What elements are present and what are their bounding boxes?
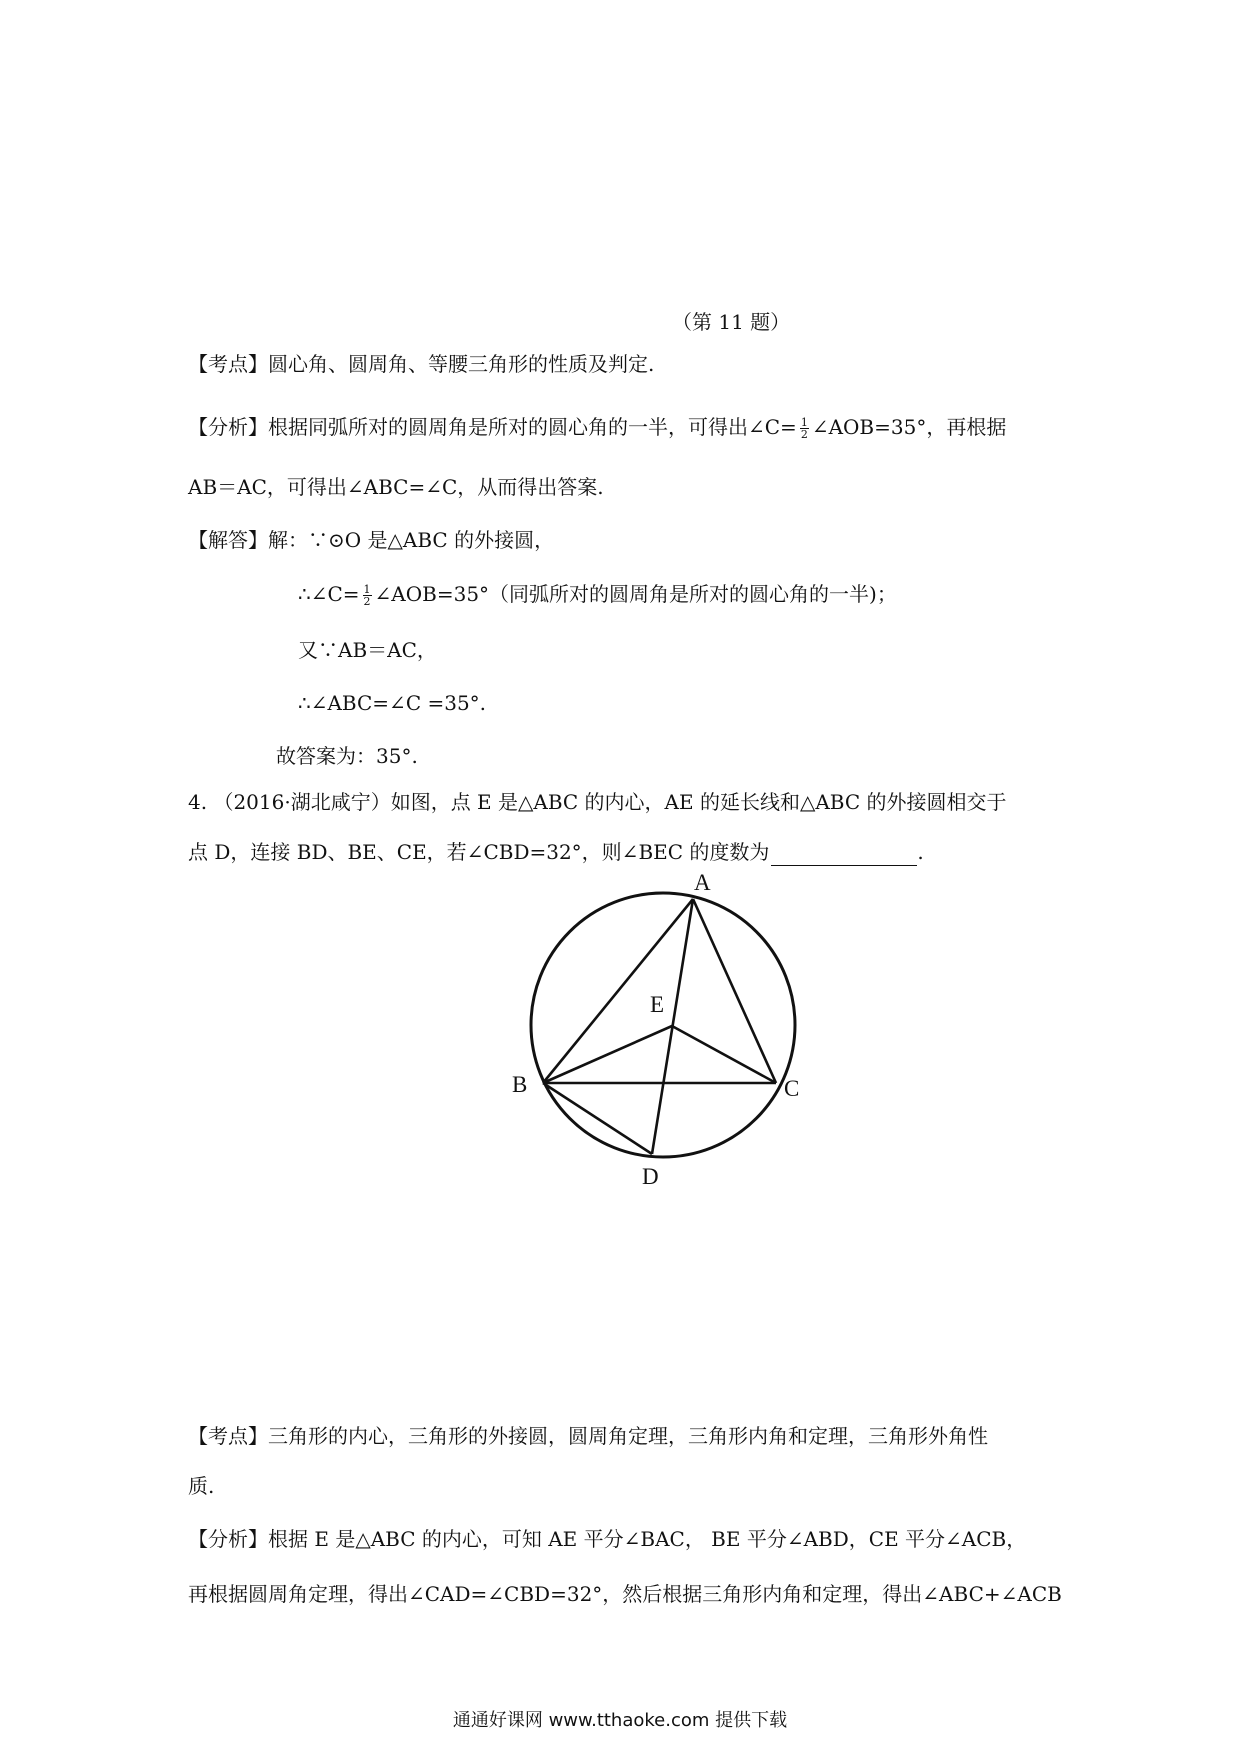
fenxi-tag: 【分析】 <box>188 415 268 439</box>
segment-ab <box>543 899 693 1083</box>
fenxi-line-2: AB＝AC，可得出∠ABC=∠C，从而得出答案. <box>188 475 604 499</box>
fenxi-tag-2: 【分析】 <box>188 1527 268 1551</box>
label-c: C <box>784 1076 800 1101</box>
solution-step-2: 又∵AB＝AC， <box>298 638 437 662</box>
kaodian-tag: 【考点】 <box>188 352 268 376</box>
label-a: A <box>694 870 711 895</box>
fenxi-line-s2 <box>188 1525 1026 1553</box>
fraction-denominator: 2 <box>800 428 808 441</box>
step1-b: ∠AOB=35°（同弧所对的圆周角是所对的圆心角的一半)； <box>374 582 897 606</box>
question-4-line-1: 4. （2016·湖北咸宁）如图，点 E 是△ABC 的内心，AE 的延长线和△ABC 的外接圆相交于 <box>188 790 1007 814</box>
kaodian-text-2: 三角形的内心，三角形的外接圆，圆周角定理，三角形内角和定理，三角形外角性 <box>268 1424 988 1448</box>
jieda-line <box>188 526 554 554</box>
fraction-numerator: 1 <box>363 583 371 596</box>
kaodian-line <box>188 350 654 378</box>
jieda-text: 解：∵⊙O 是△ABC 的外接圆， <box>268 528 555 552</box>
kaodian-tag-2: 【考点】 <box>188 1424 268 1448</box>
kaodian-line-2 <box>188 1422 988 1450</box>
label-b: B <box>512 1072 528 1097</box>
half-fraction <box>363 584 372 607</box>
figure-caption: （第 11 题） <box>672 310 791 334</box>
jieda-tag: 【解答】 <box>188 528 268 552</box>
solution-step-3: ∴∠ABC=∠C =35°. <box>298 691 487 715</box>
fenxi-text-a: 根据同弧所对的圆周角是所对的圆心角的一半，可得出∠C= <box>268 415 797 439</box>
footer-watermark: 通通好课网 www.tthaoke.com 提供下载 <box>452 1710 788 1731</box>
question-4-text: 点 D，连接 BD、BE、CE，若∠CBD=32°，则∠BEC 的度数为 <box>188 840 770 864</box>
fenxi-text-b: ∠AOB=35°，再根据 <box>811 415 1007 439</box>
segment-ac <box>693 899 776 1083</box>
fraction-denominator: 2 <box>363 595 371 608</box>
kaodian-text: 圆心角、圆周角、等腰三角形的性质及判定. <box>268 352 655 376</box>
label-d: D <box>642 1164 659 1189</box>
segment-be <box>543 1026 672 1083</box>
step1-a: ∴∠C= <box>298 582 360 606</box>
fenxi-line-s2b: 再根据圆周角定理，得出∠CAD=∠CBD=32°，然后根据三角形内角和定理，得出∠ABC+∠ACB <box>188 1582 1062 1606</box>
fenxi-line <box>188 413 1006 441</box>
circumcircle <box>531 893 795 1157</box>
segment-bd <box>543 1083 652 1154</box>
half-fraction <box>800 417 809 440</box>
solution-step-1 <box>298 580 897 608</box>
geometry-figure <box>500 862 830 1192</box>
fenxi-text-2: 根据 E 是△ABC 的内心，可知 AE 平分∠BAC， BE 平分∠ABD，CE 平分∠ACB， <box>268 1527 1027 1551</box>
final-answer: 故答案为：35°. <box>276 744 418 768</box>
label-e: E <box>650 992 665 1017</box>
question-4-end: . <box>917 840 924 864</box>
kaodian-line-2b: 质. <box>188 1474 215 1498</box>
fraction-numerator: 1 <box>800 416 808 429</box>
segment-ce <box>672 1026 776 1083</box>
